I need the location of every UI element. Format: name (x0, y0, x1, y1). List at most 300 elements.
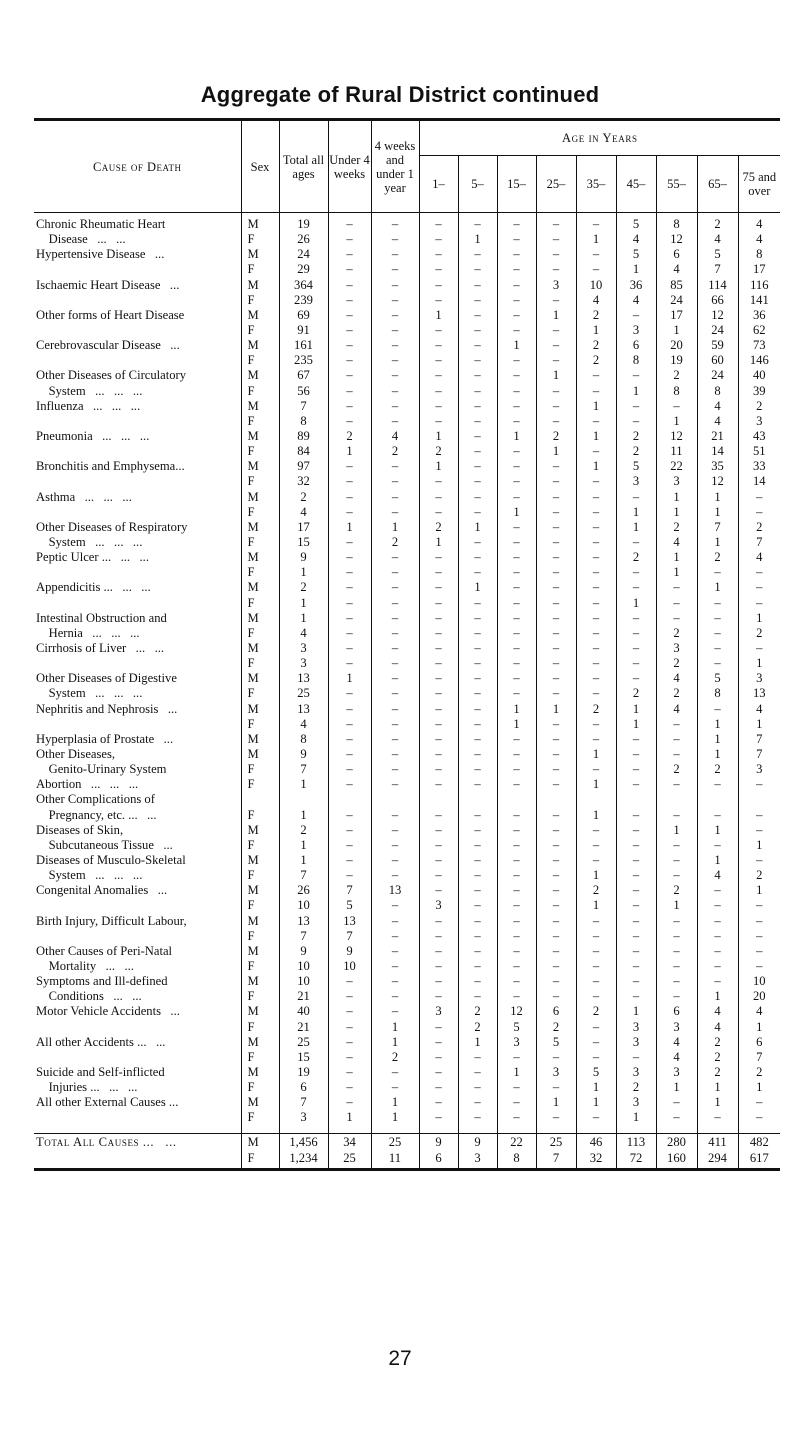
value-cell: – (419, 853, 458, 868)
value-cell: – (458, 474, 497, 489)
sex-cell: M (241, 308, 279, 323)
table-row (34, 353, 780, 368)
value-cell: – (656, 596, 697, 611)
value-cell: – (371, 580, 419, 595)
value-cell: 1 (738, 611, 780, 626)
cause-cell (34, 353, 241, 368)
value-cell: 7 (536, 1150, 576, 1170)
sex-cell: M (241, 641, 279, 656)
table-row (34, 308, 780, 323)
value-cell: 7 (738, 535, 780, 550)
value-cell: – (576, 1019, 616, 1034)
value-cell: – (419, 596, 458, 611)
value-cell: 1 (738, 717, 780, 732)
value-cell: 1 (576, 807, 616, 822)
value-cell: – (371, 217, 419, 232)
cause-cell: Abortion ... ... ... (36, 777, 139, 792)
value-cell: – (419, 762, 458, 777)
value-cell: – (697, 656, 738, 671)
table-row (34, 1110, 780, 1125)
table-row (34, 535, 780, 550)
value-cell: – (497, 353, 536, 368)
value-cell: 10 (738, 974, 780, 989)
value-cell: – (419, 414, 458, 429)
value-cell: – (536, 459, 576, 474)
table-row (34, 1095, 780, 1110)
value-cell: – (371, 550, 419, 565)
value-cell: – (419, 868, 458, 883)
value-cell: – (616, 656, 656, 671)
value-cell: – (576, 217, 616, 232)
value-cell: 36 (738, 308, 780, 323)
value-cell: – (616, 565, 656, 580)
value-cell: 10 (279, 974, 328, 989)
value-cell: 15 (279, 535, 328, 550)
value-cell: – (536, 656, 576, 671)
table-row (34, 505, 780, 520)
value-cell: 2 (576, 883, 616, 898)
value-cell: – (536, 580, 576, 595)
value-cell: – (616, 732, 656, 747)
value-cell: – (328, 1035, 371, 1050)
value-cell: – (328, 732, 371, 747)
table-row (34, 717, 780, 732)
value-cell: 69 (279, 308, 328, 323)
value-cell: 1,234 (279, 1150, 328, 1170)
value-cell: 3 (419, 898, 458, 913)
value-cell: 62 (738, 323, 780, 338)
value-cell: – (576, 944, 616, 959)
value-cell: – (536, 247, 576, 262)
value-cell: 2 (738, 399, 780, 414)
value-cell: – (497, 777, 536, 792)
value-cell: 1 (536, 308, 576, 323)
value-cell: 6 (279, 1080, 328, 1095)
value-cell: 10 (279, 959, 328, 974)
value-cell: – (497, 217, 536, 232)
value-cell: – (371, 868, 419, 883)
value-cell: – (536, 550, 576, 565)
spacer-row (34, 1125, 780, 1134)
value-cell: – (497, 641, 536, 656)
value-cell: 32 (576, 1150, 616, 1170)
value-cell: 2 (576, 338, 616, 353)
value-cell: – (697, 1110, 738, 1125)
value-cell: 161 (279, 338, 328, 353)
sex-cell: M (241, 853, 279, 868)
table-row (34, 974, 780, 989)
value-cell: – (458, 853, 497, 868)
value-cell: – (536, 353, 576, 368)
value-cell: – (536, 732, 576, 747)
value-cell: – (371, 596, 419, 611)
value-cell: – (458, 217, 497, 232)
value-cell: 4 (697, 868, 738, 883)
value-cell: – (328, 550, 371, 565)
value-cell: 4 (656, 535, 697, 550)
value-cell: – (419, 565, 458, 580)
value-cell: – (576, 823, 616, 838)
value-cell: – (371, 762, 419, 777)
value-cell: – (419, 929, 458, 944)
value-cell: – (371, 323, 419, 338)
value-cell: 1 (536, 702, 576, 717)
value-cell: 1 (697, 535, 738, 550)
value-cell: – (328, 474, 371, 489)
value-cell: – (497, 671, 536, 686)
value-cell: – (738, 490, 780, 505)
value-cell: – (656, 611, 697, 626)
sex-cell: F (241, 474, 279, 489)
cause-cell: Peptic Ulcer ... ... ... (36, 550, 149, 565)
value-cell: 2 (656, 883, 697, 898)
value-cell: – (497, 308, 536, 323)
value-cell: 1 (656, 414, 697, 429)
value-cell: – (536, 323, 576, 338)
value-cell: – (616, 641, 656, 656)
value-cell: – (371, 823, 419, 838)
value-cell: 4 (279, 717, 328, 732)
value-cell: – (458, 323, 497, 338)
value-cell: 8 (279, 732, 328, 747)
value-cell: – (419, 293, 458, 308)
value-cell: – (371, 414, 419, 429)
table-row (34, 459, 780, 474)
sex-cell: F (241, 262, 279, 277)
value-cell: 91 (279, 323, 328, 338)
sex-cell: F (241, 777, 279, 792)
value-cell: – (458, 762, 497, 777)
value-cell: – (536, 641, 576, 656)
value-cell: – (616, 1050, 656, 1065)
page-number: 27 (388, 1347, 412, 1370)
cause-cell: Pregnancy, etc. ... ... (36, 807, 157, 822)
value-cell: – (536, 232, 576, 247)
value-cell: – (328, 278, 371, 293)
value-cell: – (371, 262, 419, 277)
value-cell: – (419, 717, 458, 732)
value-cell: – (458, 959, 497, 974)
table-row (34, 626, 780, 641)
value-cell: – (458, 747, 497, 762)
value-cell: 1 (656, 1080, 697, 1095)
cause-cell (34, 656, 241, 671)
header-age-2: 15– (497, 156, 536, 213)
value-cell: – (616, 580, 656, 595)
sex-cell: F (241, 414, 279, 429)
value-cell: – (697, 959, 738, 974)
value-cell: – (497, 232, 536, 247)
value-cell: 15 (279, 1050, 328, 1065)
value-cell: 72 (616, 1150, 656, 1170)
cause-cell: System ... ... ... (36, 535, 143, 550)
value-cell: – (697, 626, 738, 641)
value-cell: 617 (738, 1150, 780, 1170)
value-cell: – (697, 944, 738, 959)
sex-cell: M (241, 217, 279, 232)
value-cell: 7 (279, 868, 328, 883)
value-cell: – (576, 929, 616, 944)
value-cell: – (328, 399, 371, 414)
value-cell: – (576, 732, 616, 747)
sex-cell: M (241, 278, 279, 293)
value-cell: – (419, 823, 458, 838)
value-cell: – (458, 868, 497, 883)
value-cell: – (536, 823, 576, 838)
value-cell: 4 (576, 293, 616, 308)
value-cell: – (576, 717, 616, 732)
value-cell: 1 (738, 838, 780, 853)
value-cell: – (419, 959, 458, 974)
value-cell: – (328, 717, 371, 732)
value-cell: 9 (458, 1134, 497, 1150)
value-cell: – (371, 853, 419, 868)
value-cell: – (458, 565, 497, 580)
value-cell: – (419, 232, 458, 247)
value-cell: 4 (697, 399, 738, 414)
value-cell: – (656, 1110, 697, 1125)
header-total: Total all ages (279, 120, 328, 213)
sex-cell: M (241, 1035, 279, 1050)
sex-cell: M (241, 338, 279, 353)
cause-cell (34, 898, 241, 913)
value-cell: 7 (738, 747, 780, 762)
value-cell: – (328, 853, 371, 868)
cause-cell: Influenza ... ... ... (36, 398, 141, 413)
value-cell: 2 (328, 429, 371, 444)
value-cell: 4 (656, 262, 697, 277)
table-row (34, 671, 780, 686)
header-age-8: 75 and over (738, 156, 780, 213)
value-cell: – (419, 1110, 458, 1125)
value-cell: 24 (656, 293, 697, 308)
value-cell: 1 (697, 505, 738, 520)
value-cell: 4 (738, 1004, 780, 1019)
value-cell: 7 (328, 929, 371, 944)
value-cell: 3 (536, 1065, 576, 1080)
total-row-female (34, 1150, 780, 1170)
value-cell: – (497, 384, 536, 399)
value-cell: 20 (656, 338, 697, 353)
mortality-table-wrapper (34, 118, 780, 1171)
value-cell: 1 (371, 1095, 419, 1110)
value-cell: 8 (697, 384, 738, 399)
value-cell: 9 (279, 550, 328, 565)
value-cell: 2 (371, 444, 419, 459)
table-row (34, 399, 780, 414)
value-cell: – (419, 490, 458, 505)
value-cell: – (458, 732, 497, 747)
value-cell: 2 (576, 353, 616, 368)
value-cell: – (616, 747, 656, 762)
value-cell: 3 (536, 278, 576, 293)
value-cell: – (536, 853, 576, 868)
value-cell: 6 (616, 338, 656, 353)
cause-cell: Cerebrovascular Disease ... (36, 338, 180, 353)
sex-cell: F (241, 384, 279, 399)
value-cell: – (697, 777, 738, 792)
sex-cell: M (241, 732, 279, 747)
value-cell: – (458, 308, 497, 323)
value-cell: 280 (656, 1134, 697, 1150)
value-cell: 25 (279, 686, 328, 701)
value-cell: 3 (656, 1065, 697, 1080)
value-cell: 3 (738, 671, 780, 686)
value-cell: 4 (279, 505, 328, 520)
value-cell: 12 (656, 232, 697, 247)
value-cell: 8 (497, 1150, 536, 1170)
value-cell: 3 (616, 1019, 656, 1034)
cause-cell: Chronic Rheumatic Heart (36, 217, 166, 232)
value-cell: 2 (419, 520, 458, 535)
value-cell: – (371, 656, 419, 671)
value-cell: 21 (279, 1019, 328, 1034)
value-cell: – (497, 399, 536, 414)
sex-cell: F (241, 565, 279, 580)
sex-cell: M (241, 883, 279, 898)
value-cell: 13 (738, 686, 780, 701)
value-cell: – (371, 641, 419, 656)
value-cell: 2 (458, 1019, 497, 1034)
value-cell: – (328, 747, 371, 762)
value-cell: 364 (279, 278, 328, 293)
value-cell: 2 (697, 1035, 738, 1050)
table-row (34, 1035, 780, 1050)
cause-cell: Other Complications of (36, 792, 155, 807)
value-cell: 1 (697, 1095, 738, 1110)
value-cell: 2 (279, 580, 328, 595)
value-cell: 3 (656, 641, 697, 656)
value-cell: – (371, 929, 419, 944)
value-cell: – (576, 247, 616, 262)
sex-cell: F (241, 293, 279, 308)
cause-cell: Other Diseases of Respiratory (36, 519, 188, 534)
value-cell: – (656, 717, 697, 732)
value-cell: – (371, 989, 419, 1004)
header-age-6: 55– (656, 156, 697, 213)
sex-cell: M (241, 823, 279, 838)
value-cell: – (458, 944, 497, 959)
value-cell: – (497, 323, 536, 338)
value-cell: – (328, 702, 371, 717)
value-cell (738, 792, 780, 807)
value-cell: – (458, 414, 497, 429)
value-cell: 4 (738, 217, 780, 232)
table-row (34, 883, 780, 898)
value-cell: 51 (738, 444, 780, 459)
value-cell: – (458, 353, 497, 368)
value-cell: 1 (419, 459, 458, 474)
sex-cell: F (241, 929, 279, 944)
value-cell: – (616, 944, 656, 959)
value-cell: – (576, 1035, 616, 1050)
cause-cell: Diseases of Musculo-Skeletal (36, 852, 186, 867)
value-cell: – (616, 777, 656, 792)
value-cell: – (536, 414, 576, 429)
value-cell: 12 (497, 1004, 536, 1019)
value-cell: 2 (616, 686, 656, 701)
value-cell: 4 (656, 702, 697, 717)
value-cell: 482 (738, 1134, 780, 1150)
value-cell: – (419, 883, 458, 898)
value-cell: 60 (697, 353, 738, 368)
value-cell: 4 (616, 293, 656, 308)
value-cell: – (458, 293, 497, 308)
cause-cell: Conditions ... ... (36, 989, 142, 1004)
value-cell: – (419, 641, 458, 656)
value-cell: – (371, 671, 419, 686)
sex-cell: M (241, 399, 279, 414)
value-cell: 5 (616, 247, 656, 262)
value-cell: 1 (371, 1019, 419, 1034)
value-cell: – (419, 1095, 458, 1110)
value-cell: – (419, 353, 458, 368)
sex-cell: M (241, 247, 279, 262)
value-cell: – (576, 368, 616, 383)
table-row (34, 747, 780, 762)
table-row (34, 565, 780, 580)
value-cell: 17 (656, 308, 697, 323)
value-cell: 1 (656, 505, 697, 520)
table-row (34, 384, 780, 399)
value-cell: 89 (279, 429, 328, 444)
value-cell: – (458, 1095, 497, 1110)
table-row (34, 1019, 780, 1034)
value-cell: – (616, 535, 656, 550)
table-row (34, 596, 780, 611)
value-cell: 4 (616, 232, 656, 247)
value-cell: 4 (738, 550, 780, 565)
value-cell: 1 (576, 323, 616, 338)
value-cell: 1 (371, 520, 419, 535)
value-cell: – (738, 1110, 780, 1125)
value-cell: – (576, 580, 616, 595)
value-cell: – (371, 459, 419, 474)
value-cell: – (656, 838, 697, 853)
value-cell: – (536, 399, 576, 414)
sex-cell: F (241, 898, 279, 913)
value-cell: – (328, 384, 371, 399)
value-cell: – (576, 520, 616, 535)
table-row (34, 293, 780, 308)
value-cell: 113 (616, 1134, 656, 1150)
cause-cell: Injuries ... ... ... (36, 1080, 138, 1095)
value-cell: 26 (279, 232, 328, 247)
value-cell: 4 (697, 232, 738, 247)
sex-cell: F (241, 762, 279, 777)
value-cell: – (371, 717, 419, 732)
value-cell: – (458, 1050, 497, 1065)
value-cell: – (536, 520, 576, 535)
value-cell: – (328, 596, 371, 611)
cause-cell: Other Diseases of Circulatory (36, 368, 187, 383)
cause-cell (34, 414, 241, 429)
value-cell: 3 (279, 656, 328, 671)
value-cell: – (328, 459, 371, 474)
cause-cell (34, 1050, 241, 1065)
table-row (34, 929, 780, 944)
value-cell: 26 (279, 883, 328, 898)
value-cell: – (697, 898, 738, 913)
value-cell: – (371, 959, 419, 974)
value-cell: 2 (697, 217, 738, 232)
value-cell: 7 (279, 1095, 328, 1110)
value-cell: – (419, 368, 458, 383)
value-cell: – (738, 807, 780, 822)
value-cell: 6 (656, 247, 697, 262)
value-cell: 2 (616, 444, 656, 459)
value-cell: – (497, 550, 536, 565)
